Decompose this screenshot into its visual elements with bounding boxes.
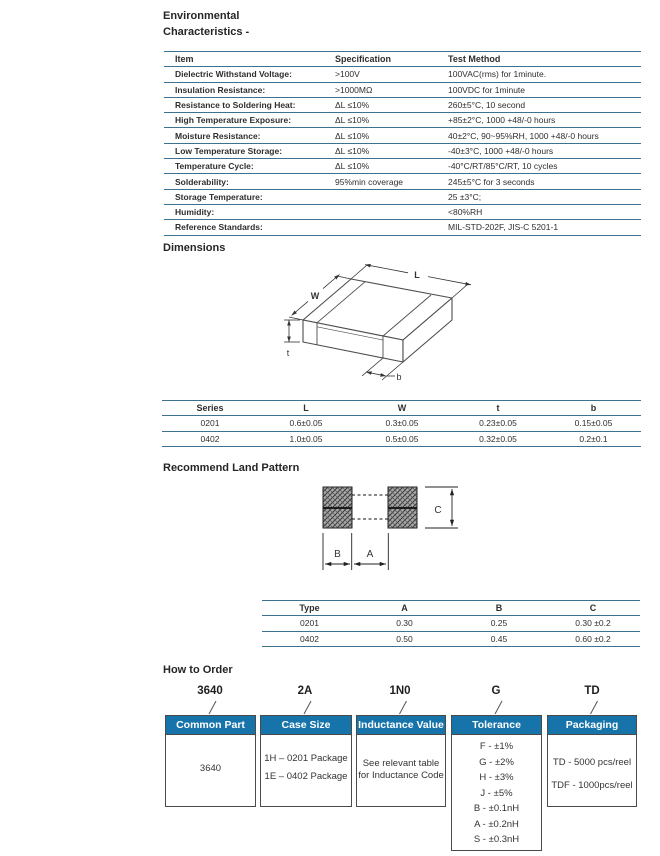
env-method: MIL-STD-202F, JIS-C 5201-1 — [444, 220, 641, 235]
order-box-tolerance — [451, 715, 542, 851]
table-header-row — [162, 401, 641, 416]
chip-dimension-figure — [270, 256, 480, 396]
dim-label-w: W — [310, 291, 320, 301]
table-row — [164, 159, 641, 174]
order-box-case-size-body — [261, 735, 351, 786]
order-option: 1E – 0402 Package — [264, 771, 348, 782]
env-item: Low Temperature Storage: — [164, 143, 330, 158]
land-C: 0.30 ±0.2 — [546, 616, 640, 631]
order-code-case-size: 2A — [297, 685, 313, 697]
order-code-packaging: TD — [584, 685, 600, 697]
table-row — [164, 204, 641, 219]
env-item: Reference Standards: — [164, 220, 330, 235]
order-box-inductance-value-title: Inductance Value — [357, 716, 445, 735]
table-row — [164, 82, 641, 97]
env-item: Moisture Resistance: — [164, 128, 330, 143]
env-spec — [330, 204, 444, 219]
table-row — [164, 113, 641, 128]
env-spec: ΔL ≤10% — [330, 128, 444, 143]
dim-t: 0.32±0.05 — [450, 431, 546, 446]
env-spec: ΔL ≤10% — [330, 143, 444, 158]
env-spec: >1000MΩ — [330, 82, 444, 97]
env-spec: 95%min coverage — [330, 174, 444, 189]
land-type: 0402 — [262, 631, 357, 646]
env-method: 100VDC for 1minute — [444, 82, 641, 97]
order-option: A - ±0.2nH — [474, 818, 519, 830]
table-row — [164, 67, 641, 82]
order-box-inductance-value-body — [357, 735, 445, 782]
order-code-common-part: 3640 — [197, 685, 223, 697]
dim-series: 0402 — [162, 431, 258, 446]
table-row — [164, 143, 641, 158]
land-pattern-heading: Recommend Land Pattern — [163, 462, 300, 474]
env-item: Dielectric Withstand Voltage: — [164, 67, 330, 82]
t-dimension — [284, 320, 300, 342]
env-characteristics-table — [164, 51, 641, 236]
order-option: F - ±1% — [479, 741, 514, 752]
order-box-common-part — [165, 715, 256, 807]
col-header-L: L — [258, 401, 354, 416]
land-B: 0.25 — [452, 616, 546, 631]
order-option: S - ±0.3nH — [473, 834, 520, 845]
dim-label-t: t — [286, 348, 290, 358]
land-A: 0.50 — [357, 631, 452, 646]
env-method: 245±5°C for 3 seconds — [444, 174, 641, 189]
table-row — [262, 631, 640, 646]
env-spec: ΔL ≤10% — [330, 159, 444, 174]
col-header-b: b — [546, 401, 641, 416]
order-box-tolerance-title: Tolerance — [452, 716, 541, 735]
table-row — [262, 616, 640, 631]
dim-L: 0.6±0.05 — [258, 416, 354, 431]
env-item: High Temperature Exposure: — [164, 113, 330, 128]
env-item: Storage Temperature: — [164, 189, 330, 204]
env-spec: >100V — [330, 67, 444, 82]
env-item: Insulation Resistance: — [164, 82, 330, 97]
order-box-case-size — [260, 715, 352, 807]
env-method: -40±3°C, 1000 +48/-0 hours — [444, 143, 641, 158]
col-header-series: Series — [162, 401, 258, 416]
order-option: H - ±3% — [479, 772, 514, 783]
order-option: J - ±5% — [480, 787, 513, 799]
dim-label-b2: B — [334, 549, 341, 560]
col-header-C: C — [546, 601, 640, 616]
order-option: for Inductance Code — [358, 770, 444, 781]
dim-label-l: L — [414, 270, 420, 280]
col-header-method: Test Method — [444, 52, 641, 67]
dim-b: 0.15±0.05 — [546, 416, 641, 431]
col-header-t: t — [450, 401, 546, 416]
dim-t: 0.23±0.05 — [450, 416, 546, 431]
order-option: B - ±0.1nH — [473, 803, 520, 814]
env-spec: ΔL ≤10% — [330, 113, 444, 128]
order-option: TDF - 1000pcs/reel — [551, 780, 633, 791]
table-row — [164, 97, 641, 112]
order-box-common-part-body — [166, 735, 255, 774]
land-B: 0.45 — [452, 631, 546, 646]
table-row — [164, 189, 641, 204]
order-option: 3640 — [199, 763, 222, 774]
dimensions-heading: Dimensions — [163, 242, 226, 254]
col-header-type: Type — [262, 601, 357, 616]
ab-dimension — [323, 533, 388, 570]
env-spec: ΔL ≤10% — [330, 97, 444, 112]
col-header-spec: Specification — [330, 52, 444, 67]
table-row — [162, 431, 641, 446]
table-header-row — [164, 52, 641, 67]
table-row — [164, 128, 641, 143]
col-header-item: Item — [164, 52, 330, 67]
order-code-tolerance: G — [491, 685, 501, 697]
order-box-inductance-value — [356, 715, 446, 807]
dim-W: 0.5±0.05 — [354, 431, 450, 446]
order-code-inductance: 1N0 — [389, 685, 411, 697]
env-method: -40°C/RT/85°C/RT, 10 cycles — [444, 159, 641, 174]
env-spec — [330, 189, 444, 204]
order-option: G - ±2% — [479, 756, 514, 768]
table-row — [164, 174, 641, 189]
env-item: Resistance to Soldering Heat: — [164, 97, 330, 112]
env-method: 40±2°C, 90~95%RH, 1000 +48/-0 hours — [444, 128, 641, 143]
dim-series: 0201 — [162, 416, 258, 431]
order-box-packaging-title: Packaging — [548, 716, 636, 735]
col-header-A: A — [357, 601, 452, 616]
col-header-B: B — [452, 601, 546, 616]
env-method: <80%RH — [444, 204, 641, 219]
dim-label-b: b — [396, 372, 402, 382]
order-option: 1H – 0201 Package — [264, 753, 348, 764]
table-row — [164, 220, 641, 235]
dimensions-table — [162, 400, 641, 447]
dim-W: 0.3±0.05 — [354, 416, 450, 431]
env-item: Humidity: — [164, 204, 330, 219]
order-code-connectors — [160, 700, 640, 715]
how-to-order-heading: How to Order — [163, 664, 233, 676]
order-box-case-size-title: Case Size — [261, 716, 351, 735]
order-box-packaging — [547, 715, 637, 807]
land-type: 0201 — [262, 616, 357, 631]
table-row — [162, 416, 641, 431]
order-option: TD - 5000 pcs/reel — [552, 757, 632, 768]
env-heading-line2: Characteristics - — [163, 26, 250, 38]
col-header-W: W — [354, 401, 450, 416]
env-method: 100VAC(rms) for 1minute. — [444, 67, 641, 82]
component-outline-dashed — [352, 495, 388, 519]
env-method: 25 ±3°C; — [444, 189, 641, 204]
dim-label-a: A — [366, 549, 374, 560]
env-method: +85±2°C, 1000 +48/-0 hours — [444, 113, 641, 128]
env-spec — [330, 220, 444, 235]
table-header-row — [262, 601, 640, 616]
order-option: See relevant table — [362, 758, 440, 769]
env-item: Temperature Cycle: — [164, 159, 330, 174]
land-C: 0.60 ±0.2 — [546, 631, 640, 646]
chip-outline — [303, 279, 452, 362]
dim-L: 1.0±0.05 — [258, 431, 354, 446]
env-heading-line1: Environmental — [163, 10, 240, 22]
env-item: Solderability: — [164, 174, 330, 189]
dim-label-c: C — [434, 505, 442, 516]
land-pads — [323, 487, 417, 528]
dim-b: 0.2±0.1 — [546, 431, 641, 446]
env-characteristics-heading — [163, 8, 249, 40]
land-pattern-table — [262, 600, 640, 647]
order-box-packaging-body — [548, 735, 636, 797]
order-box-common-part-title: Common Part — [166, 716, 255, 735]
order-box-tolerance-body — [452, 735, 541, 848]
env-method: 260±5°C, 10 second — [444, 97, 641, 112]
land-A: 0.30 — [357, 616, 452, 631]
land-pattern-figure — [315, 480, 465, 578]
